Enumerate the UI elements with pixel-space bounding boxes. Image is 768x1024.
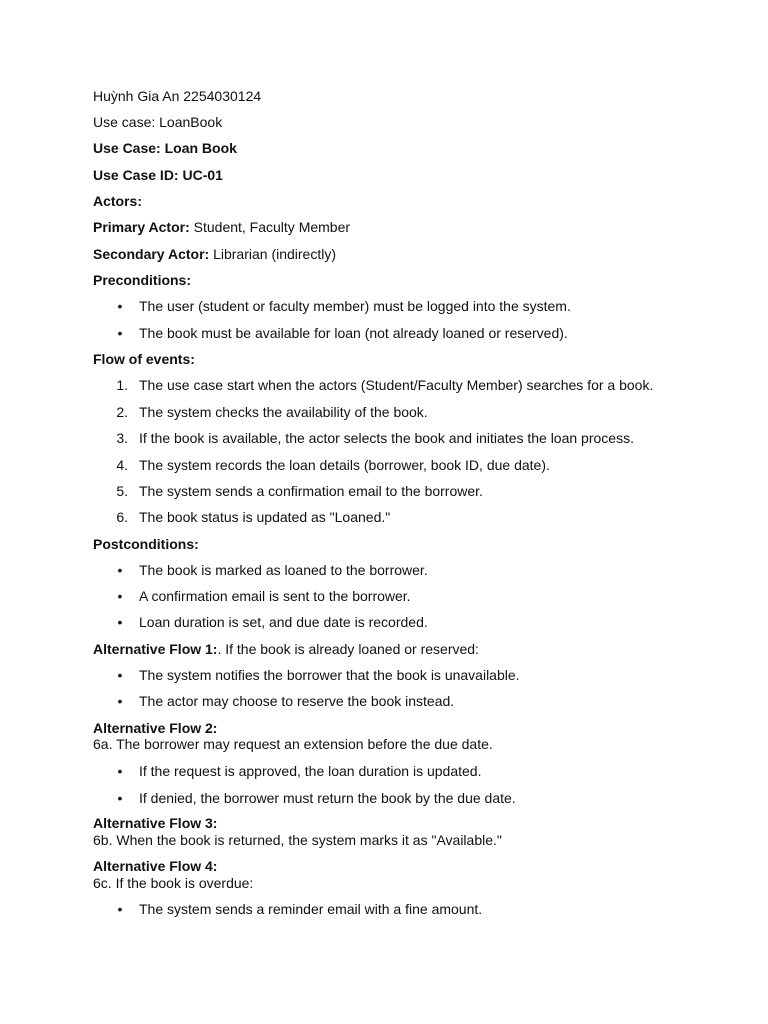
bullet: •	[117, 693, 123, 709]
author-line: Huỳnh Gia An 2254030124	[93, 88, 262, 104]
secondary-actor-label: Secondary Actor:	[93, 246, 210, 262]
alt-flow-3-text: 6b. When the book is returned, the system marks it as "Available."	[93, 832, 502, 848]
list-item-text: A confirmation email is sent to the borrower.	[139, 588, 411, 604]
actors-heading: Actors:	[93, 193, 143, 209]
bullet: •	[117, 298, 123, 314]
item-number: 4.	[116, 457, 128, 473]
alt-flow-2-text: 6a. The borrower may request an extension before the due date.	[93, 736, 493, 752]
bullet: •	[117, 614, 123, 630]
bullet: •	[117, 325, 123, 341]
primary-actor-value: Student, Faculty Member	[189, 219, 351, 235]
use-case-title: Use Case: Loan Book	[93, 140, 237, 156]
list-item-text: The system notifies the borrower that the book is unavailable.	[139, 667, 520, 683]
bullet: •	[117, 901, 123, 917]
list-item-text: The book is marked as loaned to the borrower.	[139, 562, 428, 578]
numbered-item-text: If the book is available, the actor selects the book and initiates the loan process.	[139, 430, 634, 446]
list-item-text: The book must be available for loan (not already loaned or reserved).	[139, 325, 568, 341]
alt-flow-3-heading: Alternative Flow 3:	[93, 815, 218, 831]
alt-flow-4-heading: Alternative Flow 4:	[93, 858, 218, 874]
bullet: •	[117, 763, 123, 779]
secondary-actor-value: Librarian (indirectly)	[209, 246, 337, 262]
bullet: •	[117, 667, 123, 683]
primary-actor-line	[93, 218, 350, 236]
use-case-id: Use Case ID: UC-01	[93, 167, 223, 183]
alt-flow-1-heading: Alternative Flow 1:	[93, 641, 218, 657]
list-item-text: The system sends a reminder email with a fine amount.	[139, 901, 483, 917]
numbered-item-text: The use case start when the actors (Student/Faculty Member) searches for a book.	[139, 377, 654, 393]
postconditions-heading: Postconditions:	[93, 536, 199, 552]
numbered-item-text: The system records the loan details (borrower, book ID, due date).	[139, 457, 550, 473]
item-number: 5.	[116, 483, 128, 499]
bullet: •	[117, 562, 123, 578]
preconditions-heading: Preconditions:	[93, 272, 192, 288]
item-number: 6.	[116, 509, 128, 525]
use-case-short: Use case: LoanBook	[93, 114, 223, 130]
bullet: •	[117, 588, 123, 604]
secondary-actor-line	[93, 245, 336, 263]
primary-actor-label: Primary Actor:	[93, 219, 190, 235]
flow-of-events-heading: Flow of events:	[93, 351, 195, 367]
bullet: •	[117, 790, 123, 806]
list-item-text: The actor may choose to reserve the book instead.	[139, 693, 455, 709]
list-item-text: If the request is approved, the loan duration is updated.	[139, 763, 482, 779]
list-item-text: Loan duration is set, and due date is recorded.	[139, 614, 428, 630]
item-number: 1.	[116, 377, 128, 393]
alt-flow-1-text: . If the book is already loaned or reserved:	[217, 641, 479, 657]
list-item-text: The user (student or faculty member) must be logged into the system.	[139, 298, 571, 314]
list-item-text: If denied, the borrower must return the book by the due date.	[139, 790, 516, 806]
alt-flow-2-heading: Alternative Flow 2:	[93, 720, 218, 736]
numbered-item-text: The book status is updated as "Loaned."	[139, 509, 391, 525]
alt-flow-1-line	[93, 640, 479, 658]
item-number: 3.	[116, 430, 128, 446]
item-number: 2.	[116, 404, 128, 420]
numbered-item-text: The system sends a confirmation email to the borrower.	[139, 483, 483, 499]
alt-flow-4-text: 6c. If the book is overdue:	[93, 875, 254, 891]
numbered-item-text: The system checks the availability of the book.	[139, 404, 428, 420]
